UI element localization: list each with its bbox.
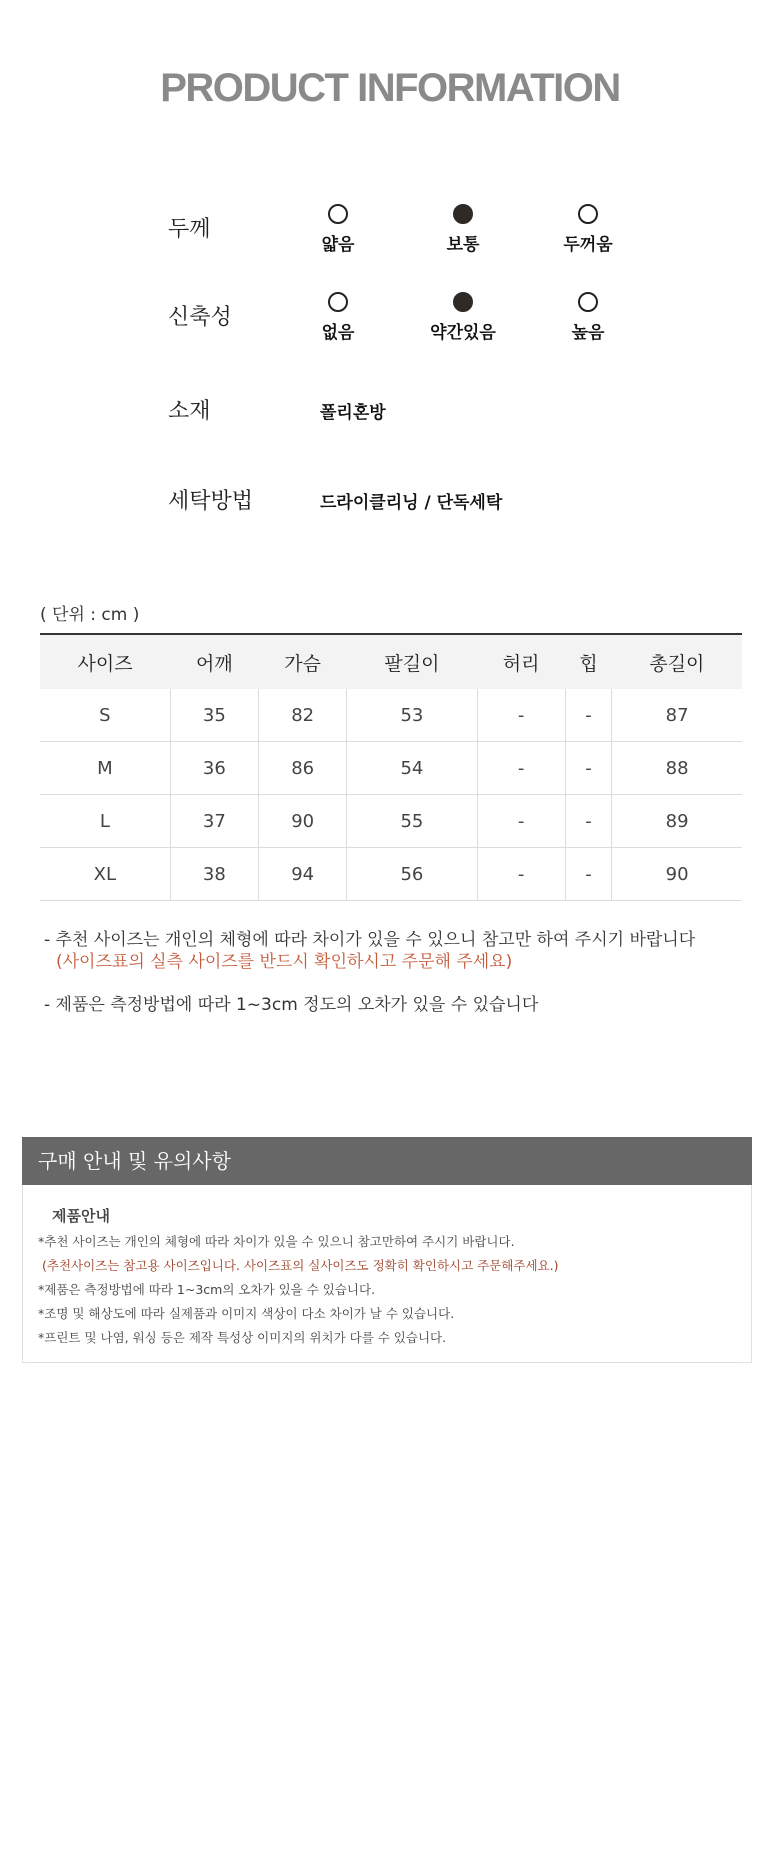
- table-row: [40, 742, 742, 795]
- guide-line: *조명 및 해상도에 따라 실제품과 이미지 색상이 다소 차이가 날 수 있습니다.: [38, 1306, 455, 1321]
- table-cell: 88: [612, 742, 742, 795]
- thickness-label: 두께: [168, 217, 211, 242]
- table-cell: XL: [40, 848, 170, 901]
- table-cell: -: [477, 689, 565, 742]
- size-note-1-red: (사이즈표의 실측 사이즈를 반드시 확인하시고 주문해 주세요): [56, 952, 513, 972]
- header-waist: 허리: [477, 634, 565, 689]
- elasticity-option-some: 약간있음: [403, 292, 523, 343]
- radio-selected-icon: [453, 292, 473, 312]
- product-guide-subheader: 제품안내: [52, 1207, 110, 1225]
- table-cell: 90: [259, 795, 347, 848]
- table-cell: 89: [612, 795, 742, 848]
- radio-empty-icon: [328, 292, 348, 312]
- header-chest: 가슴: [259, 634, 347, 689]
- guide-line: *추천 사이즈는 개인의 체형에 따라 차이가 있을 수 있으니 참고만하여 주시기 바랍니다.: [38, 1234, 515, 1249]
- table-cell: 86: [259, 742, 347, 795]
- table-cell: 82: [259, 689, 347, 742]
- header-length: 총길이: [612, 634, 742, 689]
- elasticity-option-high: 높음: [528, 292, 648, 343]
- table-cell: -: [477, 742, 565, 795]
- table-cell: 38: [170, 848, 258, 901]
- header-hip: 힙: [565, 634, 611, 689]
- table-cell: -: [477, 848, 565, 901]
- table-row: [40, 689, 742, 742]
- table-cell: 37: [170, 795, 258, 848]
- table-cell: 90: [612, 848, 742, 901]
- table-cell: L: [40, 795, 170, 848]
- radio-selected-icon: [453, 204, 473, 224]
- washing-value: 드라이클리닝 / 단독세탁: [320, 493, 503, 513]
- header-size: 사이즈: [40, 634, 170, 689]
- table-cell: 54: [347, 742, 477, 795]
- radio-empty-icon: [578, 204, 598, 224]
- table-cell: 36: [170, 742, 258, 795]
- table-cell: -: [477, 795, 565, 848]
- table-cell: S: [40, 689, 170, 742]
- elasticity-label: 신축성: [168, 305, 232, 330]
- divider: [36, 1362, 738, 1363]
- size-note-2: - 제품은 측정방법에 따라 1~3cm 정도의 오차가 있을 수 있습니다: [44, 995, 539, 1015]
- table-cell: 55: [347, 795, 477, 848]
- unit-label: ( 단위 : cm ): [40, 605, 140, 625]
- radio-empty-icon: [578, 292, 598, 312]
- page-title: PRODUCT INFORMATION: [160, 66, 620, 110]
- thickness-option-thick: 두꺼움: [528, 204, 648, 255]
- table-cell: 35: [170, 689, 258, 742]
- header-shoulder: 어깨: [170, 634, 258, 689]
- table-cell: 53: [347, 689, 477, 742]
- table-cell: -: [565, 742, 611, 795]
- size-table: [40, 633, 742, 901]
- size-note-1: - 추천 사이즈는 개인의 체형에 따라 차이가 있을 수 있으니 참고만 하여 주시기 바랍니다: [44, 930, 696, 950]
- table-cell: M: [40, 742, 170, 795]
- thickness-option-normal: 보통: [403, 204, 523, 255]
- washing-label: 세탁방법: [168, 489, 254, 514]
- purchase-guide-header: 구매 안내 및 유의사항: [22, 1137, 752, 1185]
- table-cell: 87: [612, 689, 742, 742]
- size-table-header: [40, 634, 742, 689]
- thickness-option-thin: 얇음: [278, 204, 398, 255]
- table-cell: 56: [347, 848, 477, 901]
- elasticity-option-none: 없음: [278, 292, 398, 343]
- table-row: [40, 795, 742, 848]
- header-sleeve: 팔길이: [347, 634, 477, 689]
- table-cell: -: [565, 848, 611, 901]
- guide-line: *프린트 및 나염, 워싱 등은 제작 특성상 이미지의 위치가 다를 수 있습니다.: [38, 1330, 447, 1345]
- guide-line: *제품은 측정방법에 따라 1~3cm의 오차가 있을 수 있습니다.: [38, 1282, 376, 1297]
- guide-line-red: (추천사이즈는 참고용 사이즈입니다. 사이즈표의 실사이즈도 정확히 확인하시고 주문해주세요.): [42, 1258, 559, 1273]
- table-cell: -: [565, 795, 611, 848]
- radio-empty-icon: [328, 204, 348, 224]
- table-row: [40, 848, 742, 901]
- material-label: 소재: [168, 399, 211, 424]
- material-value: 폴리혼방: [320, 403, 386, 423]
- table-cell: 94: [259, 848, 347, 901]
- table-cell: -: [565, 689, 611, 742]
